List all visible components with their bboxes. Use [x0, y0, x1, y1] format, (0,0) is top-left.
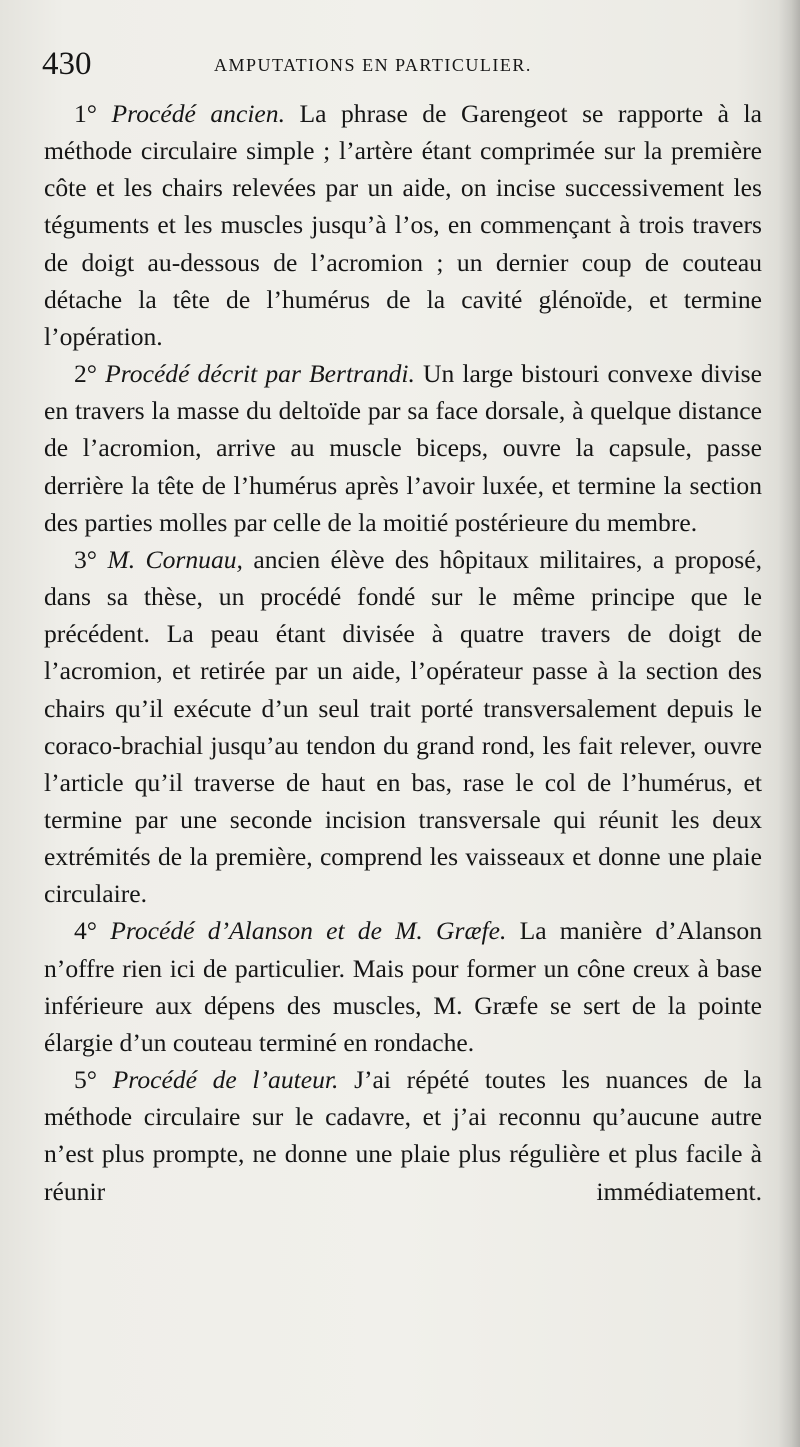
- paragraph-lead: Procédé de l’auteur.: [112, 1065, 339, 1095]
- body-text: [44, 95, 762, 1210]
- paragraph-lead: Procédé décrit par Bertrandi.: [105, 359, 415, 389]
- paragraph-lead: M. Cornuau,: [107, 544, 243, 574]
- paragraph-lead: Procédé d’Alanson et de M. Græfe.: [110, 916, 507, 946]
- paragraph-procede-ancien: [44, 95, 762, 355]
- paragraph-text: La manière d’Alanson n’offre rien ici de particulier. Mais pour former un cône creux à base inférieure aux dépens des muscles, M. Græfe se sert de la pointe élargie d’un couteau terminé en rondache.: [44, 916, 762, 1057]
- paragraph-text: Un large bistouri convexe divise en travers la masse du deltoïde par sa face dorsale, à quelque distance de l’acromion, arrive au muscle biceps, ouvre la capsule, passe derrière la tête de l’humérus après l’avoir luxée, et termine la section des parties molles par celle de la moitié postérieure du membre.: [44, 359, 762, 537]
- running-title: AMPUTATIONS EN PARTICULIER.: [214, 55, 532, 75]
- paragraph-number: 2°: [74, 359, 106, 389]
- paragraph-number: 4°: [74, 916, 111, 946]
- page-number: 430: [42, 46, 92, 82]
- paragraph-alanson-graefe: [44, 912, 762, 1061]
- paragraph-procede-auteur: [44, 1061, 762, 1210]
- paragraph-text: La phrase de Garengeot se rapporte à la méthode circulaire simple ; l’artère étant comprimée sur la première côte et les chairs relevées par un aide, on incise successivement les téguments et les muscles jusqu’à l’os, en commençant à trois travers de doigt au-dessous de l’acromion ; un dernier coup de couteau détache la tête de l’humérus de la cavité glénoïde, et termine l’opération.: [44, 99, 762, 351]
- page-edge-shadow: [778, 0, 800, 1447]
- paragraph-lead: Procédé ancien.: [111, 99, 285, 128]
- paragraph-number: 3°: [74, 544, 108, 574]
- paragraph-procede-bertrandi: [44, 355, 762, 541]
- paragraph-number: 5°: [74, 1065, 113, 1095]
- page-header: [42, 44, 762, 84]
- paragraph-number: 1°: [74, 99, 112, 128]
- paragraph-text: ancien élève des hôpitaux militaires, a proposé, dans sa thèse, un procédé fondé sur le même principe que le précédent. La peau étant divisée à quatre travers de doigt de l’acromion, et retirée par un aide, l’opérateur passe à la section des chairs qu’il exécute d’un seul trait porté transversalement depuis le coraco-brachial jusqu’au tendon du grand rond, les fait relever, ouvre l’article qu’il traverse de haut en bas, rase le col de l’humérus, et termine par une seconde incision transversale qui réunit les deux extrémités de la première, comprend les vaisseaux et donne une plaie circulaire.: [44, 544, 763, 909]
- paragraph-cornuau: [44, 541, 762, 913]
- paragraph-text: J’ai répété toutes les nuances de la méthode circulaire sur le cadavre, et j’ai reconnu qu’aucune autre n’est plus prompte, ne donne une plaie plus régulière et plus facile à réunir immédiatement.: [44, 1065, 762, 1206]
